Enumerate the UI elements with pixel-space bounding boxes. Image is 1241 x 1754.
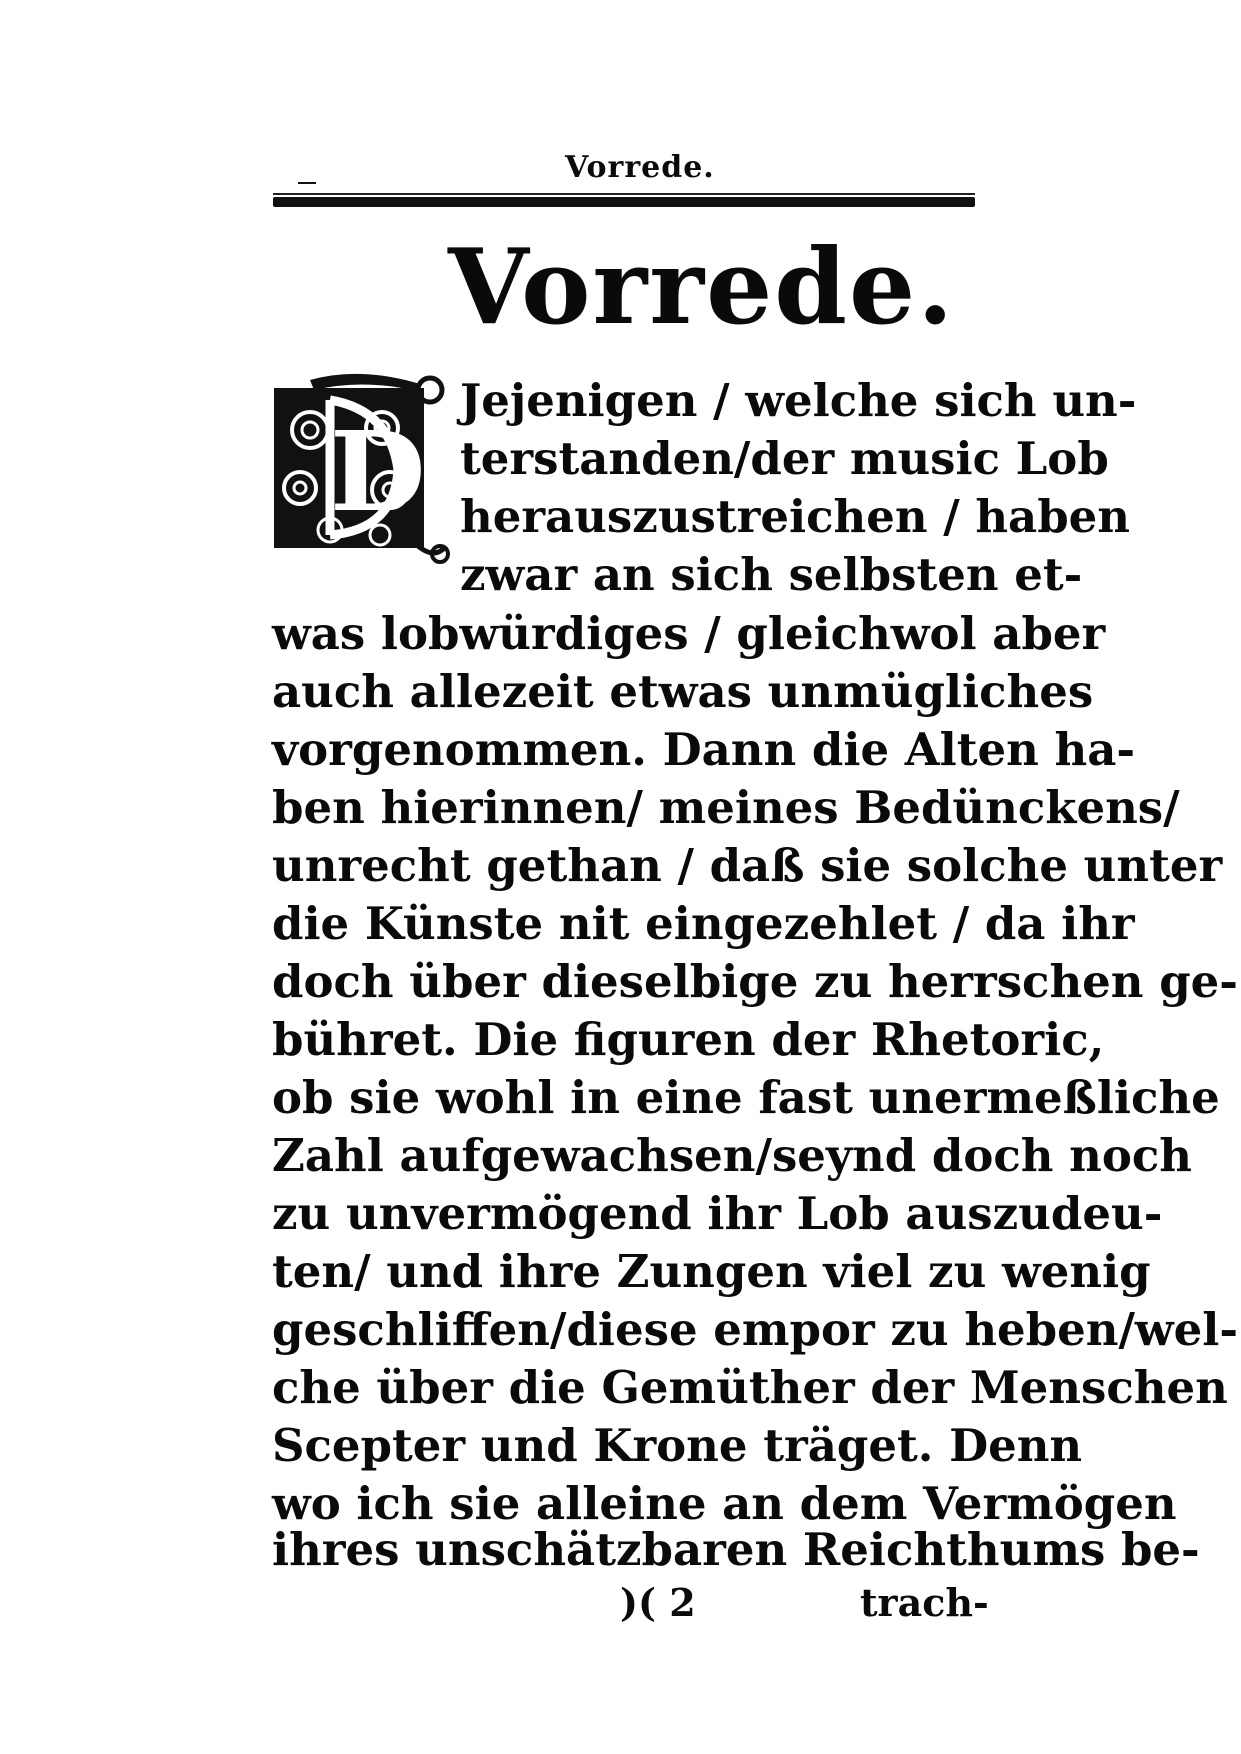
margin-mark — [298, 182, 316, 184]
body-line: ihres unschätzbaren Reichthums be- — [272, 1523, 1200, 1576]
body-line: auch allezeit etwas unmügliches — [272, 665, 1094, 718]
page-title: Vorrede. — [448, 225, 956, 348]
body-line: terstanden/der music Lob — [460, 432, 1109, 485]
running-head: Vorrede. — [565, 150, 715, 185]
body-line: zu unvermögend ihr Lob auszudeu- — [272, 1187, 1163, 1240]
header-rule-thin — [273, 193, 975, 195]
signature-mark: )( 2 — [620, 1580, 696, 1625]
body-line: Zahl aufgewachsen/seynd doch noch — [272, 1129, 1193, 1182]
body-line: zwar an sich selbsten et- — [460, 548, 1083, 601]
body-line: vorgenommen. Dann die Alten ha- — [272, 723, 1136, 776]
svg-text:D: D — [330, 407, 426, 536]
body-line: ten/ und ihre Zungen viel zu wenig — [272, 1245, 1151, 1298]
body-line: bühret. Die figuren der Rhetoric, — [272, 1013, 1105, 1066]
body-line: Jejenigen / welche sich un- — [460, 374, 1137, 427]
body-line: che über die Gemüther der Menschen — [272, 1361, 1228, 1414]
body-line: ben hierinnen/ meines Bedünckens/ — [272, 781, 1180, 834]
body-line: Scepter und Krone träget. Denn — [272, 1419, 1083, 1472]
body-line: unrecht gethan / daß sie solche unter — [272, 839, 1223, 892]
body-line: ob sie wohl in eine fast unermeßliche — [272, 1071, 1220, 1124]
body-line: doch über dieselbige zu herrschen ge- — [272, 955, 1238, 1008]
body-line: die Künste nit eingezehlet / da ihr — [272, 897, 1135, 950]
ornament-initial-icon — [270, 370, 450, 570]
body-line: herauszustreichen / haben — [460, 490, 1131, 543]
decorated-initial — [270, 370, 450, 570]
body-line: was lobwürdiges / gleichwol aber — [272, 607, 1106, 660]
body-line: geschliffen/diese empor zu heben/wel- — [272, 1303, 1239, 1356]
catchword: trach- — [860, 1580, 989, 1625]
header-rule — [273, 197, 975, 207]
body-line: wo ich sie alleine an dem Vermögen — [272, 1477, 1177, 1530]
